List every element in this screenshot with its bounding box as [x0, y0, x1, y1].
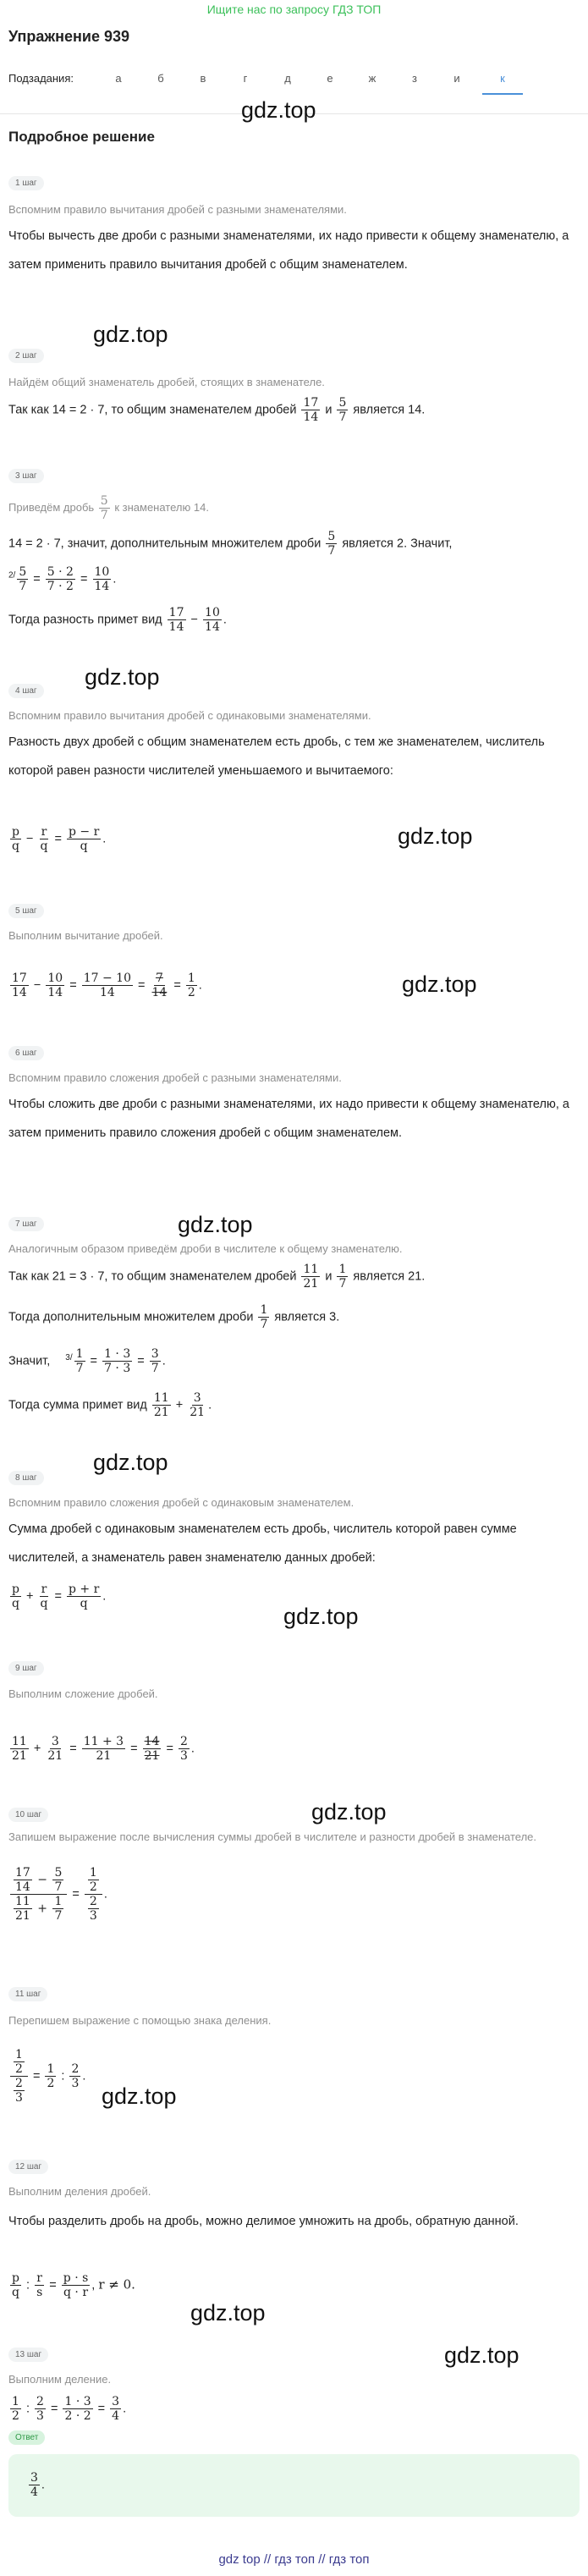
- step-note: Выполним сложение дробей.: [8, 1687, 158, 1700]
- subtasks-bar: [8, 68, 580, 98]
- step-badge: 13 шаг: [8, 2348, 48, 2362]
- step-formula: $\frac{1}{2}$ : $\frac{2}{3}$ = $\frac{1 \cdot 3}{2 \cdot 2}$ = $\frac{3}{4}$ .: [12, 2395, 127, 2423]
- step-text: Чтобы сложить две дроби с разными знаменателями, их надо привести к общему знаменателю, а затем применить правило сложения дробей с общим знаменателем.: [8, 1098, 569, 1140]
- top-promo-link[interactable]: Ищите нас по запросу ГДЗ ТОП: [206, 3, 382, 16]
- subtask-tab-a[interactable]: а: [115, 72, 122, 85]
- subtask-tab-g[interactable]: г: [243, 72, 248, 85]
- step-line: Тогда сумма примет вид $\frac{11}{21}$ + $\frac{3}{21}$ .: [8, 1391, 212, 1419]
- step-formula: $\frac{p}{q}$ + $\frac{r}{q}$ = $\frac{p + r}{q}$ .: [12, 1582, 107, 1610]
- watermark: gdz.top: [283, 1604, 359, 1629]
- subtask-tab-b[interactable]: б: [157, 72, 164, 85]
- step-note: Перепишем выражение с помощью знака деления.: [8, 2014, 272, 2027]
- step-text: Разность двух дробей с общим знаменателем есть дробь, с тем же знаменателем, числитель которой равен разности числителей уменьшаемого и вычитаемого:: [8, 735, 545, 778]
- step-formula: $^{2/}$ $\frac{5}{7}$ = $\frac{5 \cdot 2}{7 \cdot 2}$ = $\frac{10}{14}$ .: [8, 565, 117, 593]
- step-text: Чтобы разделить дробь на дробь, можно делимое умножить на дробь, обратную данной.: [8, 2215, 519, 2228]
- step-line: Тогда дополнительным множителем дроби $\frac{1}{7}$ является 3.: [8, 1303, 340, 1331]
- page-title: Упражнение 939: [8, 28, 130, 45]
- step-badge: 12 шаг: [8, 2160, 48, 2174]
- step-line: Так как 21 = 3 · 7, то общим знаменателем дробей $\frac{11}{21}$ и $\frac{1}{7}$ является 21.: [8, 1263, 426, 1291]
- step-note: Вспомним правило вычитания дробей с разными знаменателями.: [8, 203, 347, 216]
- step-badge: 9 шаг: [8, 1661, 44, 1676]
- step-formula: $\frac{11}{21}$ + $\frac{3}{21}$ = $\frac{11 + 3}{21}$ = $\frac{14}{21}$ = $\frac{2}{3}$ .: [12, 1735, 195, 1763]
- watermark: gdz.top: [402, 972, 477, 997]
- step-note: Аналогичным образом приведём дроби в числителе к общему знаменателю.: [8, 1242, 403, 1255]
- watermark: gdz.top: [85, 664, 160, 690]
- subtask-tab-d[interactable]: д: [284, 72, 291, 85]
- step-badge: 6 шаг: [8, 1046, 44, 1060]
- active-tab-underline: [482, 93, 523, 95]
- subtask-tab-i[interactable]: и: [453, 72, 460, 85]
- subtasks-label: Подзадания:: [8, 72, 74, 85]
- step-formula: $\frac{p}{q}$ − $\frac{r}{q}$ = $\frac{p - r}{q}$ .: [12, 825, 107, 853]
- watermark: gdz.top: [190, 2300, 266, 2326]
- step-note: Приведём дробь $\frac{5}{7}$ к знаменателю 14.: [8, 494, 209, 522]
- step-note: Вспомним правило вычитания дробей с одинаковыми знаменателями.: [8, 709, 371, 722]
- step-badge: 5 шаг: [8, 904, 44, 918]
- answer-value: $\frac{3}{4}$ .: [30, 2471, 45, 2499]
- step-formula: $\frac{\frac{1}{2}}{\frac{2}{3}}$ = $\frac{1}{2}$ : $\frac{2}{3}$ .: [8, 2048, 85, 2105]
- footer-links[interactable]: gdz top // гдз топ // гдз топ: [218, 2552, 370, 2567]
- subtask-tab-z[interactable]: з: [412, 72, 417, 85]
- step-badge: 7 шаг: [8, 1217, 44, 1231]
- watermark: gdz.top: [93, 322, 168, 347]
- step-line: Так как 14 = 2 · 7, то общим знаменателем дробей $\frac{17}{14}$ и $\frac{5}{7}$ является 14.: [8, 396, 426, 424]
- step-formula: $\frac{17}{14}$ − $\frac{10}{14}$ = $\frac{17 - 10}{14}$ = $\frac{7}{14}$ = $\frac{1}{2}$ .: [12, 972, 202, 999]
- step-note: Выполним деление.: [8, 2373, 112, 2386]
- subtask-tab-e[interactable]: е: [327, 72, 333, 85]
- step-badge: 10 шаг: [8, 1808, 48, 1822]
- watermark: gdz.top: [311, 1799, 387, 1825]
- step-badge: 8 шаг: [8, 1471, 44, 1485]
- step-badge: 4 шаг: [8, 684, 44, 698]
- step-badge: 3 шаг: [8, 469, 44, 483]
- solution-heading: Подробное решение: [8, 129, 155, 145]
- subtask-tab-k[interactable]: к: [500, 72, 505, 85]
- step-badge: 2 шаг: [8, 349, 44, 363]
- step-note: Запишем выражение после вычисления суммы дробей в числителе и разности дробей в знаменателе.: [8, 1830, 537, 1843]
- subtask-tab-v[interactable]: в: [200, 72, 206, 85]
- watermark: gdz.top: [398, 823, 473, 849]
- step-note: Вспомним правило сложения дробей с разными знаменателями.: [8, 1071, 342, 1084]
- answer-box: [8, 2454, 580, 2517]
- step-line: Тогда разность примет вид $\frac{17}{14}$ − $\frac{10}{14}$ .: [8, 606, 227, 634]
- step-note: Выполним вычитание дробей.: [8, 929, 163, 942]
- step-formula: $\frac{17}{14}$ − $\frac{5}{7}$ $\frac{11}{21}$ + $\frac{1}{7}$ = $\frac{\frac{1}{2}}{\frac{2}{3}}$ .: [8, 1866, 107, 1923]
- step-text: Сумма дробей с одинаковым знаменателем есть дробь, числитель которой равен сумме числителей, а знаменатель равен знаменателю данных дробей:: [8, 1522, 517, 1565]
- watermark: gdz.top: [178, 1212, 253, 1237]
- step-line: 14 = 2 · 7, значит, дополнительным множителем дроби $\frac{5}{7}$ является 2. Значит,: [8, 530, 453, 558]
- watermark: gdz.top: [241, 97, 316, 123]
- watermark: gdz.top: [93, 1450, 168, 1475]
- answer-badge: Ответ: [8, 2430, 45, 2445]
- step-badge: 11 шаг: [8, 1987, 47, 2001]
- step-text: Чтобы вычесть две дроби с разными знаменателями, их надо привести к общему знаменателю, а затем применить правило вычитания дробей с общим знаменателем.: [8, 229, 569, 272]
- watermark: gdz.top: [444, 2342, 519, 2368]
- step-note: Найдём общий знаменатель дробей, стоящих в знаменателе.: [8, 376, 325, 388]
- subtask-tab-zh[interactable]: ж: [368, 72, 376, 85]
- watermark: gdz.top: [102, 2083, 177, 2109]
- step-note: Выполним деления дробей.: [8, 2185, 151, 2198]
- step-badge: 1 шаг: [8, 176, 44, 190]
- step-note: Вспомним правило сложения дробей с одинаковым знаменателем.: [8, 1496, 354, 1509]
- step-formula: Значит, $^{3/}$ $\frac{1}{7}$ = $\frac{1 \cdot 3}{7 \cdot 3}$ = $\frac{3}{7}$ .: [8, 1347, 166, 1375]
- step-formula: $\frac{p}{q}$ : $\frac{r}{s}$ = $\frac{p \cdot s}{q \cdot r}$ , r ≠ 0.: [12, 2271, 135, 2299]
